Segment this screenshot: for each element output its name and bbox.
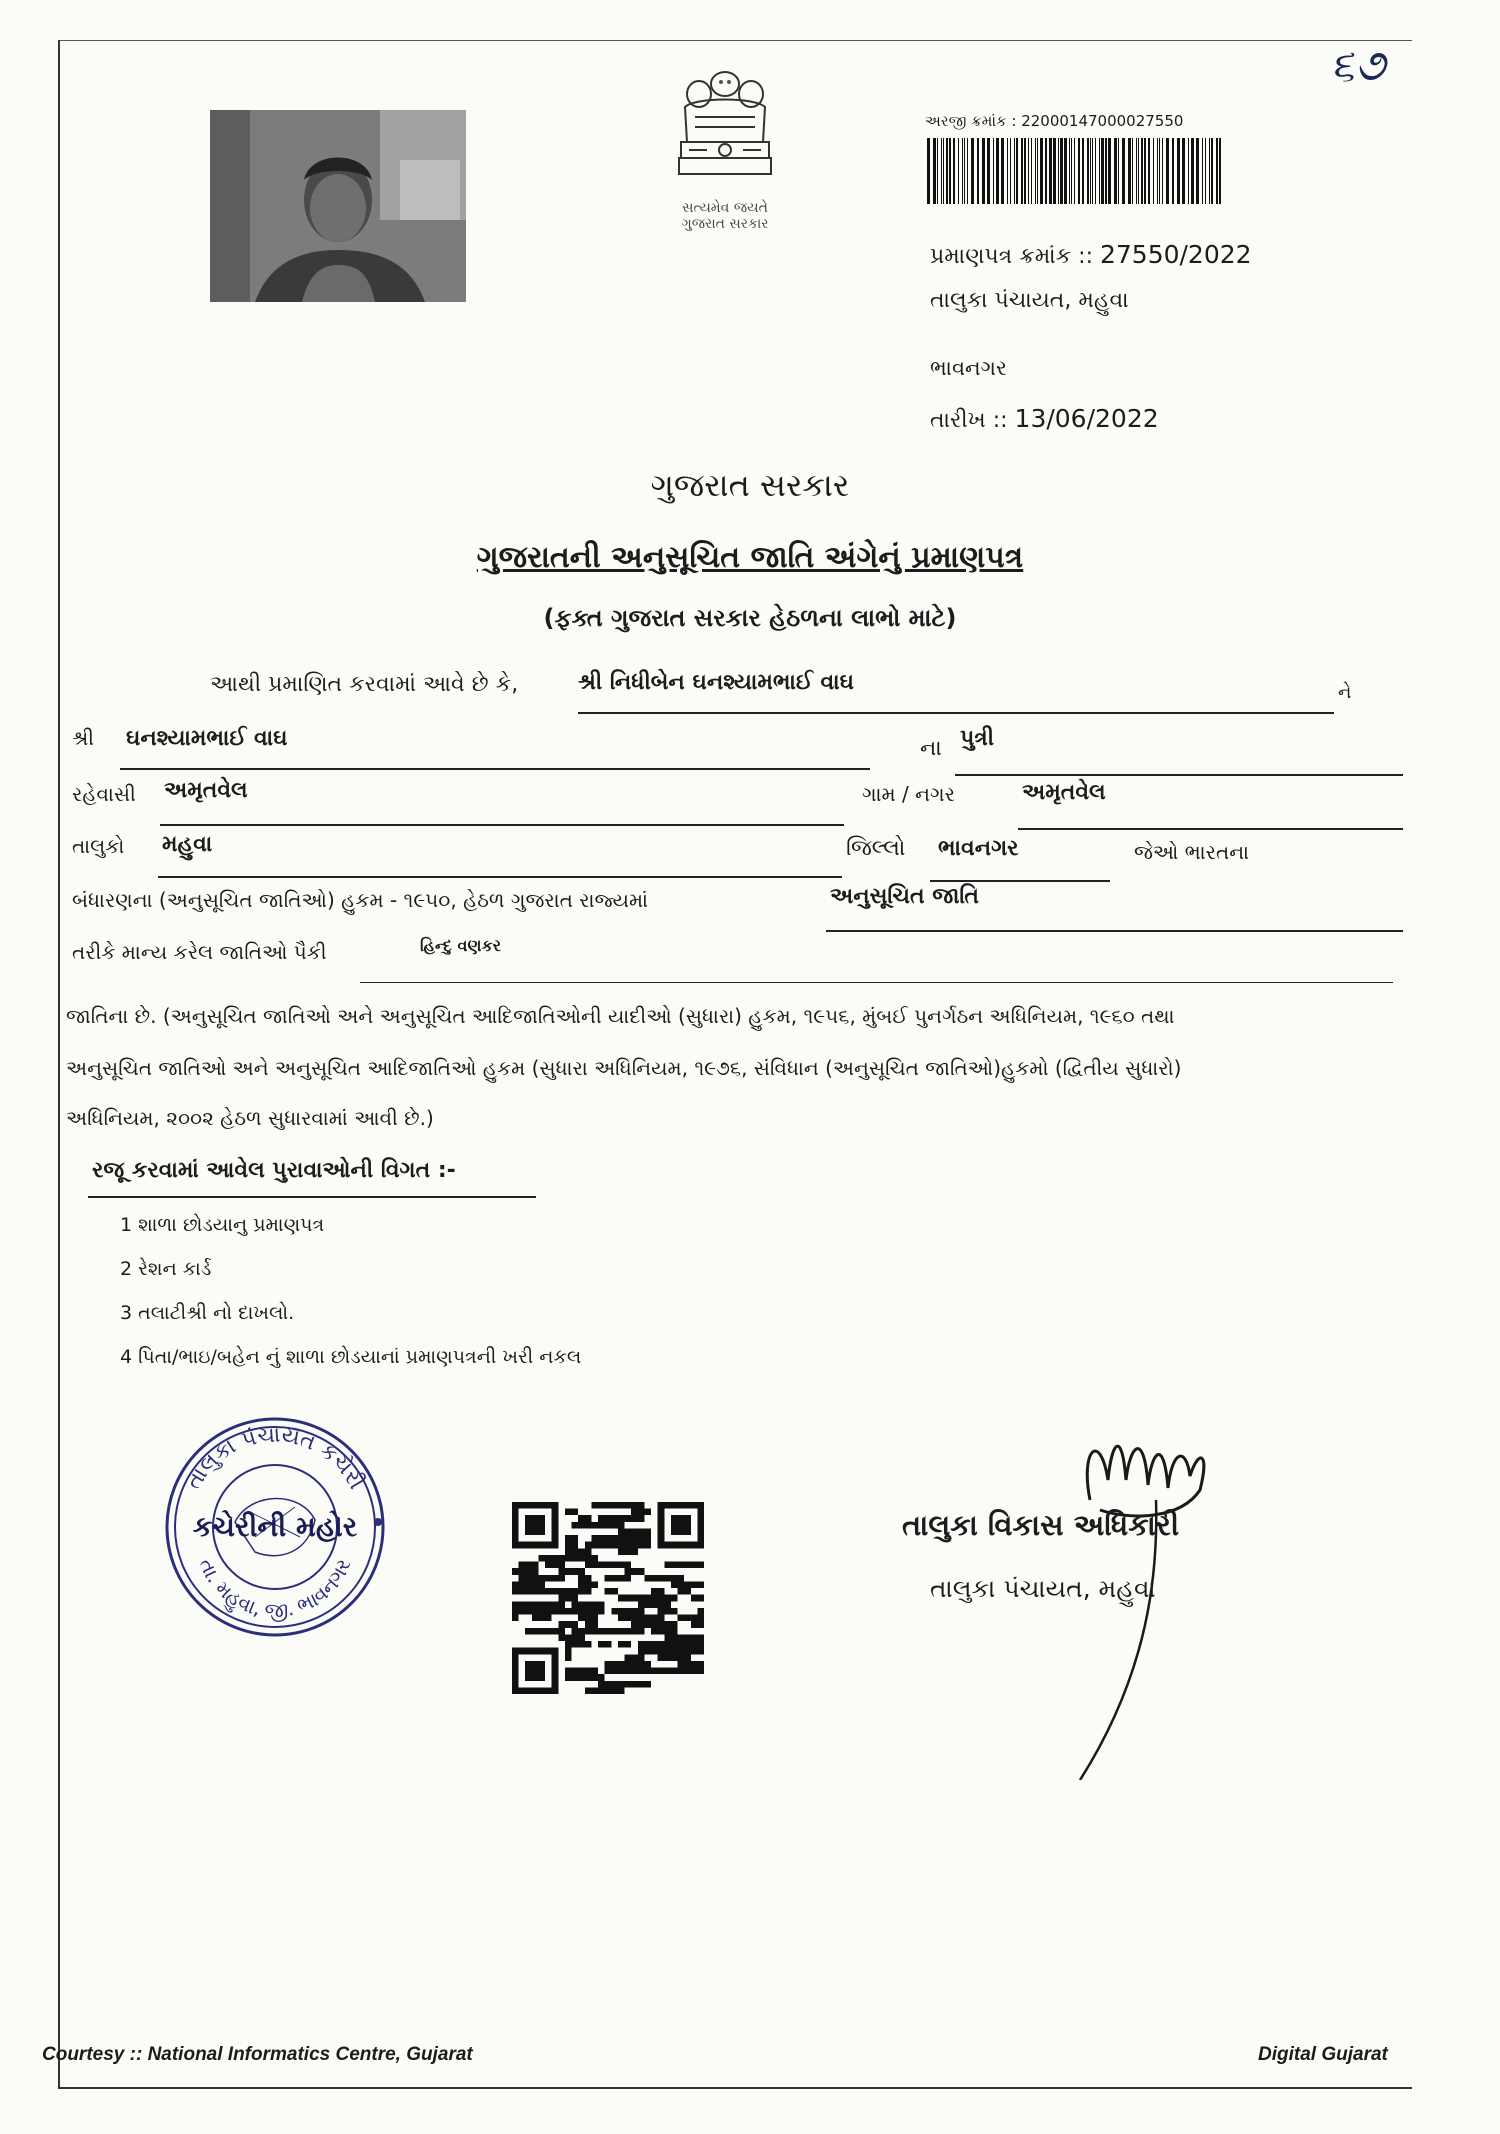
resident-label: રહેવાસી: [72, 782, 136, 806]
holder-suffix: ને: [1338, 682, 1352, 703]
issuing-office: તાલુકા પંચાયત, મહુવા: [930, 288, 1129, 313]
handwritten-page-number: ૬૭: [1330, 40, 1386, 91]
village-value: અમૃતવેલ: [1022, 780, 1106, 805]
resident-value: અમૃતવેલ: [164, 778, 248, 803]
signatory-title: તાલુકા વિકાસ અધિકારી: [902, 1508, 1180, 1542]
signatory-office: તાલુકા પંચાયત, મહુવા: [930, 1574, 1156, 1603]
evidence-item: [120, 1346, 581, 1368]
certificate-title: ગુજરાતની અનુસૂચિત જાતિ અંગેનું પ્રમાણપત્ર: [476, 540, 1024, 575]
application-number: અરજી ક્રમાંક : 22000147000027550: [925, 112, 1184, 130]
shri-label: શ્રી: [72, 726, 95, 750]
footer-courtesy: Courtesy :: National Informatics Centre, Gujarat: [42, 2044, 473, 2065]
evidence-item-text: શાળા છોડયાનુ પ્રમાણપત્ર: [138, 1214, 325, 1236]
footer-brand: Digital Gujarat: [1258, 2044, 1388, 2065]
evidence-item-text: પિતા/ભાઇ/બહેન નું શાળા છોડયાનાં પ્રમાણપત્રની ખરી નકલ: [138, 1346, 582, 1368]
village-label: ગામ / નગર: [862, 782, 955, 806]
certificate-number: પ્રમાણપત્ર ક્રમાંક :: 27550/2022: [930, 240, 1252, 269]
father-name: ઘનશ્યામભાઈ વાઘ: [126, 726, 288, 751]
evidence-item-number: 2: [120, 1258, 133, 1280]
certificate-date: તારીખ :: 13/06/2022: [930, 404, 1159, 433]
evidence-item: [120, 1258, 211, 1280]
office-seal-stamp: [160, 1412, 390, 1642]
evidence-item-text: રેશન કાર્ડ: [138, 1258, 212, 1280]
application-barcode: [925, 138, 1225, 204]
stamp-bottom-text: તા. મહુવા, જી. ભાવનગર: [194, 1554, 356, 1623]
stamp-top-text: તાલુકા પંચાયત કચેરી: [181, 1422, 369, 1494]
recognized-text: તરીકે માન્ય કરેલ જાતિઓ પૈકી: [72, 940, 327, 964]
na-label: ના: [920, 736, 942, 761]
paragraph-line-2: અનુસૂચિત જાતિઓ અને અનુસૂચિત આદિજાતિઓ હુકમ (સુધારા અધિનિયમ, ૧૯૭૬, સંવિધાન (અનુસૂચિત જાતિઓ)હુકમો (દ્વિતીય સુધારો): [66, 1056, 1182, 1080]
caste-value: હિન્દુ વણકર: [420, 936, 502, 955]
jilla-label: જિલ્લો: [846, 836, 906, 861]
paragraph-line-1: જાતિના છે. (અનુસૂચિત જાતિઓ અને અનુસૂચિત આદિજાતિઓની યાદીઓ (સુધારા) હુકમ, ૧૯૫૬, મુંબઈ પુનર્ગઠન અધિનિયમ, ૧૯૬૦ તથા: [66, 1004, 1175, 1028]
evidence-item: [120, 1214, 324, 1236]
jeo-text: જેઓ ભારતના: [1134, 840, 1250, 864]
issuing-district: ભાવનગર: [930, 356, 1007, 380]
paragraph-line-3: અધિનિયમ, ૨૦૦૨ હેઠળ સુધારવામાં આવી છે.): [66, 1106, 434, 1130]
taluka-value: મહુવા: [162, 832, 213, 857]
evidence-heading: રજૂ કરવામાં આવેલ પુરાવાઓની વિગત :-: [92, 1158, 456, 1183]
category-value: અનુસૂચિત જાતિ: [830, 884, 979, 909]
evidence-item-text: તલાટીશ્રી નો દાખલો.: [138, 1302, 295, 1324]
evidence-item: [120, 1302, 294, 1324]
stamp-middle-text: કચેરીની મહોર: [192, 1510, 358, 1543]
taluka-label: તાલુકો: [72, 834, 125, 858]
jilla-value: ભાવનગર: [938, 836, 1019, 861]
evidence-item-number: 1: [120, 1214, 133, 1236]
government-heading: ગુજરાત સરકાર: [650, 466, 850, 504]
emblem-caption: સત્યમેવ જયતે ગુજરાત સરકાર: [681, 200, 769, 232]
evidence-item-number: 3: [120, 1302, 133, 1324]
order-text: બંધારણના (અનુસૂચિત જાતિઓ) હુકમ - ૧૯૫૦, હેઠળ ગુજરાત રાજ્યમાં: [72, 888, 648, 912]
applicant-photo: [210, 110, 466, 302]
svg-text:તાલુકા પંચાયત કચેરી: [181, 1422, 368, 1493]
holder-name: શ્રી નિધીબેન ઘનશ્યામભાઈ વાઘ: [578, 670, 854, 695]
state-emblem-icon: [655, 62, 795, 197]
intro-text: આથી પ્રમાણિત કરવામાં આવે છે કે,: [210, 672, 519, 697]
evidence-item-number: 4: [120, 1346, 133, 1368]
relation: પુત્રી: [960, 726, 995, 751]
certificate-subtitle: (ફક્ત ગુજરાત સરકાર હેઠળના લાભો માટે): [543, 604, 957, 632]
verification-qr-code: [512, 1502, 704, 1694]
